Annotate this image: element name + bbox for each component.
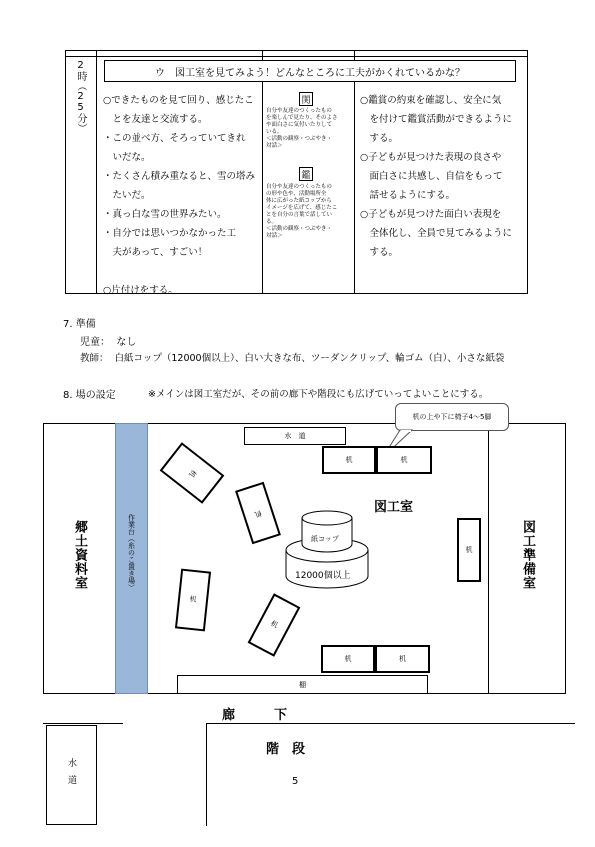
desk-rotated-2: 机 [235,482,281,545]
desk-rotated-1: 机 [160,442,225,504]
desk-rotated-3: 机 [175,569,211,632]
prep-teacher: 教師： 白紙コップ（12000個以上）、白い大きな布、ツーダンクリップ、輪ゴム（白）、小さな紙袋 [80,353,505,364]
time-label: 2時（25分） [75,60,86,133]
eval-criterion-2: 自分や友達のつくったもの の形や色や、活動場所全 体に広がった紙コップから イメージを広げて、感じたこ とを自分の言葉で話してい る。 ＜活動の観察・つぶやき・ 対話＞ [266,184,338,239]
page-number: 5 [292,776,299,787]
cups-label: 紙コップ [311,535,339,543]
room-art-label: 図工室 [374,500,414,515]
child-activities: ○できたものを見て回り、感じたこ とを友達と交流する。 ・この並べ方、そろっていてきれ いだな。 ・たくさん積み重なると、雪の塔み たいだ。 ・真っ白な雪の世界みたい。 ・自分では思いつかなかった工 夫があって、すごい！ ○片付けをする。 [103,95,256,296]
desk-right: 机 [457,518,481,582]
room-art-prep: 図工準備室 [520,520,535,590]
setting-heading: 8. 場の設定 [63,390,116,401]
teacher-support: ○鑑賞の約束を確認し、安全に気 を付けて鑑賞活動ができるように する。 ○子どもが見つけた表現の良さや 面白さに共感し、自信をもって 話せるようにする。 ○子どもが見つけた面白い表現を 全体化し、全員で見てみるように する。 [360,95,513,258]
kan2-badge: 鑑 [299,167,313,181]
desk-rotated-4: 机 [248,593,301,657]
desk-bottom-right: 机 [375,645,430,673]
sink-bottom: 水道 [46,725,97,825]
corridor-label: 廊 下 [222,708,288,723]
desk-bottom-left: 机 [321,645,375,673]
stairs-label: 階 段 [266,742,306,757]
prep-students: 児童： なし [80,337,137,348]
setting-note: ※メインは図工室だが、その前の廊下や階段にも広げていってよいことにする。 [148,389,489,400]
kan-badge: 関 [299,92,313,106]
cups-count: 12000個以上 [295,571,351,581]
room-local-history: 郷土資料室 [72,520,87,590]
prep-heading: 7. 準備 [63,319,96,330]
workbench: 作業台（糸のこ置き場） [115,423,148,694]
eval-criterion-1: 自分や友達のつくったもの を楽しんで見たり、そのよさ や面白さに気付いたりして いる。 ＜活動の観察・つぶやき・ 対話＞ [266,108,338,149]
desk-top-right: 机 [376,446,432,474]
sink-top: 水 道 [244,427,346,445]
activity-title: ウ 図工室を見てみよう！どんなところに工夫がかくれているかな？ [104,60,516,82]
shelf: 棚 [177,675,428,694]
desk-top-left: 机 [322,446,376,474]
callout-text: 机の上や下に椅子4～5脚 [412,413,492,421]
